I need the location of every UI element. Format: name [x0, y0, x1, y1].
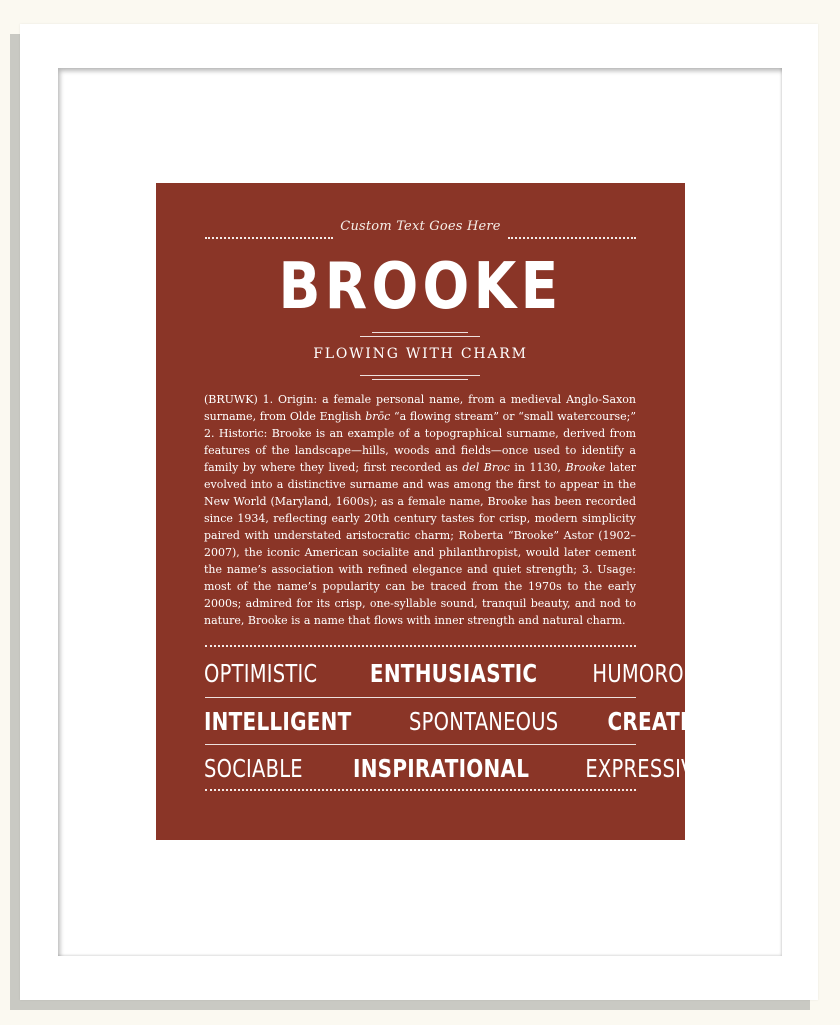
definition-text-4: later evolved into a distinctive surname and was among the first to appear in the New World (Maryland, 1600s); as a female name, Brooke has been recorded since 1934, reflecting early 20th century tastes for crisp, modern simplicity paired with understated aristocratic charm; Roberta “Brooke” Astor (1902–2007), the iconic American socialite and philanthropist, would later cement the name’s association with refined elegance and quiet strength; 3. Usage: most of the name’s popularity can be traced from the 1970s to the early 2000s; admired for its crisp, one-syllable sound, tranquil beauty, and nod to nature, Brooke is a name that flows with inner strength and natural charm.	[204, 461, 636, 627]
trait-word: INSPIRATIONAL	[352, 754, 529, 783]
custom-text: Custom Text Goes Here	[340, 219, 501, 234]
traits-row-1	[204, 655, 711, 693]
trait-word: INTELLIGENT	[204, 707, 352, 736]
trait-word: SPONTANEOUS	[409, 707, 559, 736]
definition-broc: brōc	[365, 410, 391, 423]
dotted-rule-right	[508, 237, 636, 243]
title-rule-upper	[372, 332, 468, 333]
definition-del-broc: del Broc	[462, 461, 510, 474]
definition-text-2: “a flowing stream” or “small watercourse;” 2. Historic: Brooke is an example of a topographical surname, derived from features of the landscape—hills, woods and fields—once used to identify a family by where they lived; first recorded as	[204, 410, 636, 474]
traits-divider-1	[205, 697, 636, 698]
definition-brooke: Brooke	[565, 461, 606, 474]
definition-text-1: (BRUWK) 1. Origin: a female personal name, from a medieval Anglo-Saxon surname, from Olde English	[204, 393, 636, 423]
name-print	[156, 183, 718, 840]
name-definition	[204, 391, 636, 629]
definition-text-3: in 1130,	[509, 461, 566, 474]
trait-word: CREATIVE	[607, 707, 718, 736]
dotted-rule-traits-bottom	[205, 789, 636, 795]
trait-word: SOCIABLE	[204, 754, 303, 783]
dotted-rule-left	[205, 237, 333, 243]
name-meaning: FLOWING WITH CHARM	[313, 346, 528, 362]
dotted-rule-traits-top	[205, 645, 636, 651]
title-rule-lower	[360, 336, 480, 337]
trait-word: OPTIMISTIC	[204, 659, 318, 688]
meaning-rule-upper	[360, 375, 480, 376]
meaning-rule-lower	[372, 379, 468, 380]
trait-word: HUMOROUS	[591, 659, 711, 688]
traits-divider-2	[205, 744, 636, 745]
trait-word: EXPRESSIVE	[585, 754, 708, 783]
traits-row-2	[204, 703, 718, 741]
traits-row-3	[204, 750, 708, 788]
name-title: BROOKE	[278, 250, 563, 324]
trait-word: ENTHUSIASTIC	[370, 659, 538, 688]
